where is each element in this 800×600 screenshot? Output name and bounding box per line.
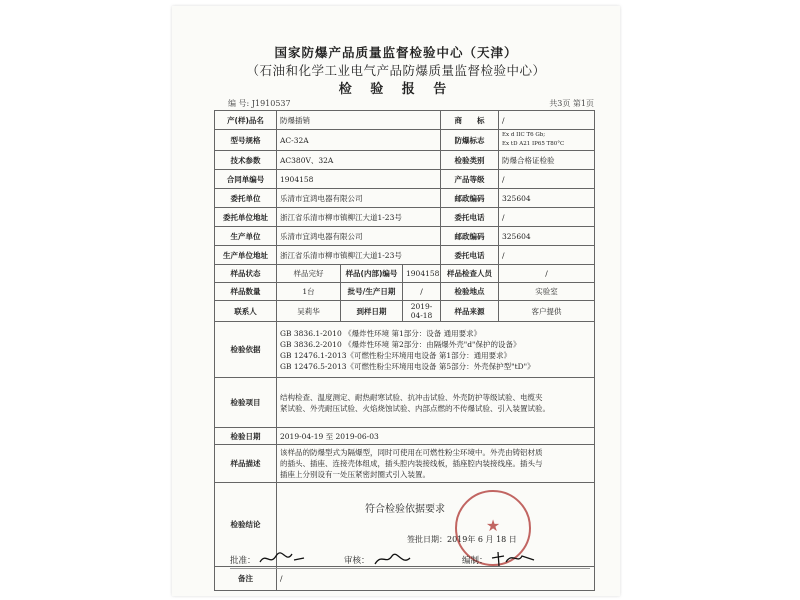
exmark-label: 防爆标志 [441,130,499,151]
source-value: 客户提供 [499,301,595,322]
center-title: 国家防爆产品质量监督检验中心（天津） [274,45,518,60]
contact-value: 吴莉华 [277,301,341,322]
center-subtitle: （石油和化学工业电气产品防爆质量监督检验中心） [246,63,546,78]
maker-label: 生产单位 [215,227,277,246]
client-zip-label: 邮政编码 [441,189,499,208]
client-phone-value: / [499,208,595,227]
desc-label: 样品描述 [215,445,277,483]
product-value: 防爆插销 [277,111,441,130]
client-value: 乐清市宜鸿电器有限公司 [277,189,441,208]
inner-label: 样品(内部)编号 [341,265,403,283]
basis-label: 检验依据 [215,322,277,378]
client-phone-label: 委托电话 [441,208,499,227]
desc-value [277,445,595,483]
items-label: 检验项目 [215,378,277,428]
maker-value: 乐清市宜鸿电器有限公司 [277,227,441,246]
conclusion-text: 符合检验依据要求 [365,503,445,515]
review-signature [372,550,414,568]
trademark-label: 商 标 [441,111,499,130]
state-value: 样品完好 [277,265,341,283]
review-label: 审核： [344,556,370,566]
remark-label: 备注 [215,567,277,591]
batch-value: / [403,283,441,301]
model-label: 型号规格 [215,130,277,151]
tech-value: AC380V、32A [277,151,441,170]
maker-addr-value: 浙江省乐清市柳市镇柳江大道1-23号 [277,246,441,265]
trademark-value: / [499,111,595,130]
approve-label: 批准： [230,556,256,566]
client-addr-label: 委托单位地址 [215,208,277,227]
client-addr-value: 浙江省乐清市柳市镇柳江大道1-23号 [277,208,441,227]
conclusion-cell [277,483,595,567]
items-line: 结构检查、温度测定、耐热耐寒试验、抗冲击试验、外壳防护等级试验、电缆夹 [280,392,543,402]
conclusion-label: 检验结论 [215,483,277,567]
basis-line: GB 12476.1-2013《可燃性粉尘环境用电设备 第1部分：通用要求》 [280,350,512,360]
compile-label: 编制： [462,556,488,566]
source-label: 样品来源 [441,301,499,322]
desc-line: 插座上分别设有一处压紧密封圈式引入装置。 [280,470,430,479]
footer-divider [230,568,590,569]
compile-signature [490,550,536,568]
desc-line: 该样品的防爆型式为隔爆型，同时可使用在可燃性粉尘环境中。外壳由铸铝材质 [280,448,543,457]
report-sheet [172,6,620,596]
model-value: AC-32A [277,130,441,151]
grade-label: 产品等级 [441,170,499,189]
maker-phone-label: 委托电话 [441,246,499,265]
issue-date: 签批日期：2019年 6 月 18 日 [407,534,517,544]
basis-line: GB 3836.1-2010 《爆炸性环境 第1部分：设备 通用要求》 [280,328,482,338]
place-label: 检验地点 [441,283,499,301]
official-seal: ★ [455,490,531,566]
date-label: 检验日期 [215,428,277,445]
serial-number: 编 号: J1910537 [228,99,291,108]
report-title: 检 验 报 告 [338,82,454,97]
exmark-line: Ex d IIC T6 Gb; [502,132,546,138]
exmark-value [499,130,595,151]
approve-signature [258,550,306,568]
client-zip-value: 325604 [499,189,595,208]
category-label: 检验类别 [441,151,499,170]
arrive-label: 到样日期 [341,301,403,322]
contact-label: 联系人 [215,301,277,322]
basis-line: GB 3836.2-2010 《爆炸性环境 第2部分：由隔爆外壳"d"保护的设备》 [280,339,521,349]
tech-label: 技术参数 [215,151,277,170]
maker-zip-value: 325604 [499,227,595,246]
contract-label: 合同单编号 [215,170,277,189]
maker-phone-value: / [499,246,595,265]
batch-label: 批号/生产日期 [341,283,403,301]
report-table [214,110,595,591]
exmark-line: Ex tD A21 IP65 T80°C [502,141,565,147]
date-value: 2019-04-19 至 2019-06-03 [277,428,595,445]
items-value [277,378,595,428]
state-label: 样品状态 [215,265,277,283]
client-label: 委托单位 [215,189,277,208]
qty-label: 样品数量 [215,283,277,301]
place-value: 实验室 [499,283,595,301]
product-label: 产(样)品名 [215,111,277,130]
basis-line: GB 12476.5-2013《可燃性粉尘环境用电设备 第5部分：外壳保护型"tD"》 [280,361,535,371]
contract-value: 1904158 [277,170,441,189]
inner-value: 1904158 [403,265,441,283]
page-count: 共3页 第1页 [549,99,594,108]
qty-value: 1台 [277,283,341,301]
basis-value [277,322,595,378]
items-line: 紧试验、外壳耐压试验、火焰烧蚀试验、内部点燃的不传爆试验、引入装置试验。 [280,403,550,413]
desc-line: 的插头、插座、连接壳体组成，插头腔内装接线板，插座腔内装接线座。插头与 [280,459,543,468]
maker-zip-label: 邮政编码 [441,227,499,246]
category-value: 防爆合格证检验 [499,151,595,170]
inspector-label: 样品检查人员 [441,265,499,283]
inspector-value: / [499,265,595,283]
grade-value: / [499,170,595,189]
remark-value: / [277,567,595,591]
maker-addr-label: 生产单位地址 [215,246,277,265]
arrive-value: 2019-04-18 [403,301,441,322]
